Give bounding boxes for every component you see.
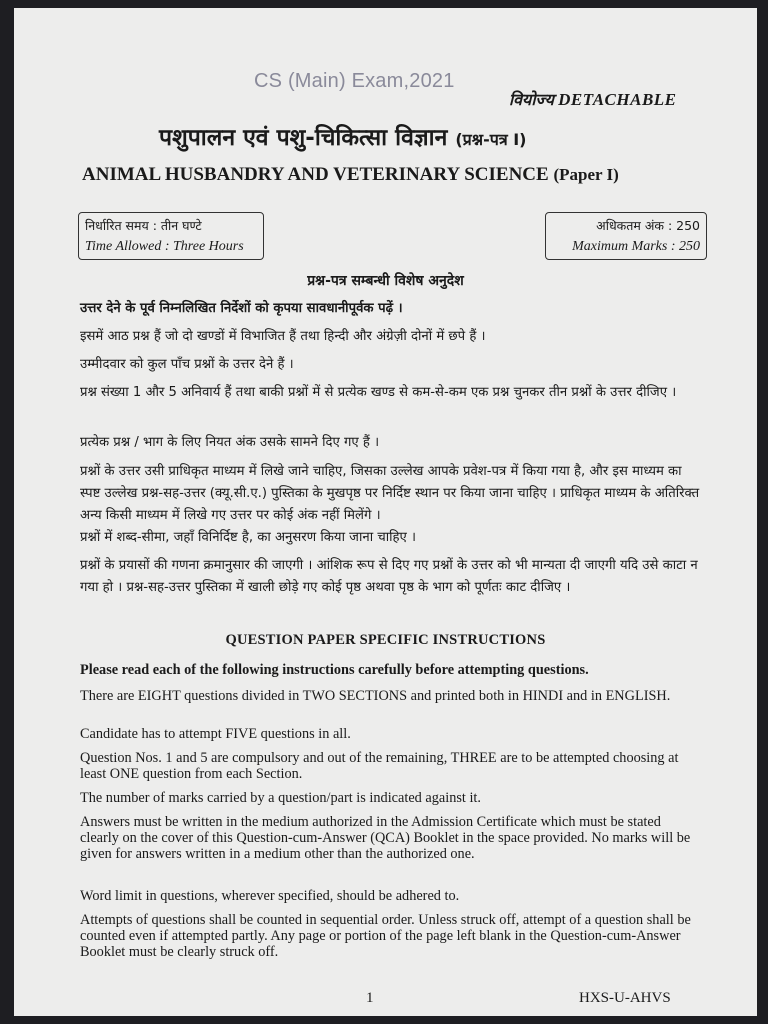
maximum-marks-english: Maximum Marks : 250 <box>572 239 700 254</box>
time-allowed-box <box>78 212 264 260</box>
english-instruction-item: Answers must be written in the medium authorized in the Admission Certificate which must be stated clearly on the cover of this Question-cum-Answer (QCA) Booklet in the space provided. No marks will be given for answers written in a medium other than the authorized one. <box>80 814 691 862</box>
title-hindi-text: पशुपालन एवं पशु-चिकित्सा विज्ञान <box>159 125 448 151</box>
paper-code: HXS-U-AHVS <box>579 990 671 1006</box>
detachable-label <box>509 88 677 110</box>
time-allowed-hindi: निर्धारित समय : तीन घण्टे <box>85 218 202 233</box>
english-instruction-item: Attempts of questions shall be counted in sequential order. Unless struck off, attempt of a question shall be counted even if attempted partly. Any page or portion of the page left blank in the Question-cum-Answer Booklet must be clearly struck off. <box>80 912 691 960</box>
title-hindi-paper: (प्रश्न-पत्र I) <box>455 130 527 149</box>
exam-page <box>14 8 757 1016</box>
hindi-instruction-item: प्रश्न संख्या 1 और 5 अनिवार्य हैं तथा बाकी प्रश्नों में से प्रत्येक खण्ड से कम-से-कम एक प्रश्न चुनकर तीन प्रश्नों के उत्तर दीजिए । <box>80 385 677 400</box>
english-instruction-item: Word limit in questions, wherever specified, should be adhered to. <box>80 888 460 904</box>
hindi-instructions-intro: उत्तर देने के पूर्व निम्नलिखित निर्देशों को कृपया सावधानीपूर्वक पढ़ें । <box>80 301 403 316</box>
hindi-instruction-item: उम्मीदवार को कुल पाँच प्रश्नों के उत्तर देने हैं । <box>80 357 294 372</box>
english-instruction-item: Candidate has to attempt FIVE questions in all. <box>80 726 351 742</box>
maximum-marks-hindi: अधिकतम अंक : 250 <box>596 218 700 233</box>
detachable-english: DETACHABLE <box>558 90 677 109</box>
hindi-instruction-item: प्रत्येक प्रश्न / भाग के लिए नियत अंक उसके सामने दिए गए हैं । <box>80 435 380 450</box>
english-instruction-item: The number of marks carried by a question/part is indicated against it. <box>80 790 481 806</box>
detachable-hindi: वियोज्य <box>509 90 554 109</box>
hindi-instruction-item: प्रश्नों के प्रयासों की गणना क्रमानुसार की जाएगी । आंशिक रूप से दिए गए प्रश्नों के उत्तर को भी मान्यता दी जाएगी यदि उसे काटा न गया हो । प्रश्न-सह-उत्तर पुस्तिका में खाली छोड़े गए कोई पृष्ठ अथवा पृष्ठ के भाग को पूर्णतः काट दीजिए । <box>80 558 698 595</box>
english-instruction-item: There are EIGHT questions divided in TWO SECTIONS and printed both in HINDI and in ENGLISH. <box>80 688 671 704</box>
hindi-instructions-heading: प्रश्न-पत्र सम्बन्धी विशेष अनुदेश <box>307 273 464 289</box>
english-instruction-item: Question Nos. 1 and 5 are compulsory and out of the remaining, THREE are to be attempted choosing at least ONE question from each Section. <box>80 750 679 782</box>
title-english-text: ANIMAL HUSBANDRY AND VETERINARY SCIENCE <box>82 164 549 185</box>
exam-stamp: CS (Main) Exam,2021 <box>254 70 455 92</box>
title-hindi <box>159 120 659 152</box>
page-number: 1 <box>366 990 374 1006</box>
time-allowed-english: Time Allowed : Three Hours <box>85 239 244 254</box>
english-instructions-heading: QUESTION PAPER SPECIFIC INSTRUCTIONS <box>225 632 546 648</box>
title-english <box>82 164 722 186</box>
hindi-instruction-item: प्रश्नों के उत्तर उसी प्राधिकृत माध्यम में लिखे जाने चाहिए, जिसका उल्लेख आपके प्रवेश-पत्र में किया गया है, और इस माध्यम का स्पष्ट उल्लेख प्रश्न-सह-उत्तर (क्यू.सी.ए.) पुस्तिका के मुखपृष्ठ पर निर्दिष्ट स्थान पर किया जाना चाहिए । प्राधिकृत माध्यम के अतिरिक्त अन्य किसी माध्यम में लिखे गए उत्तर पर कोई अंक नहीं मिलेंगे । <box>80 464 700 523</box>
hindi-instruction-item: प्रश्नों में शब्द-सीमा, जहाँ विनिर्दिष्ट है, का अनुसरण किया जाना चाहिए । <box>80 530 417 545</box>
maximum-marks-box <box>545 212 707 260</box>
title-english-paper: (Paper I) <box>553 165 619 184</box>
english-instructions-intro: Please read each of the following instructions carefully before attempting questions. <box>80 662 589 678</box>
hindi-instruction-item: इसमें आठ प्रश्न हैं जो दो खण्डों में विभाजित हैं तथा हिन्दी और अंग्रेज़ी दोनों में छपे हैं । <box>80 329 486 344</box>
